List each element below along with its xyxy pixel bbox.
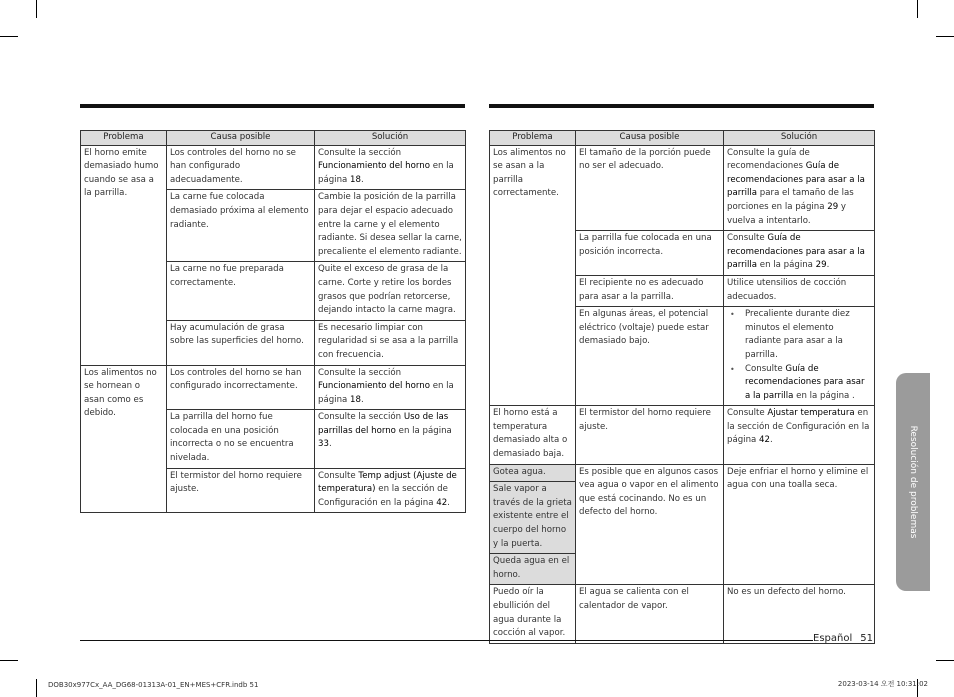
cause-cell: Los controles del horno se han configurado incorrectamente. (167, 365, 315, 410)
cause-cell: El recipiente no es adecuado para asar a la parrilla. (576, 275, 724, 306)
solution-text: Consulte (727, 233, 768, 244)
bullet-icon: • (730, 310, 735, 320)
footer-page-info (813, 633, 873, 644)
section-rule-left (80, 104, 465, 108)
solution-text: y vuelva a intentarlo. (727, 201, 846, 226)
cause-cell: Hay acumulación de grasa sobre las superficies del horno. (167, 320, 315, 365)
page-reference: 18 (350, 174, 361, 185)
table-row (490, 145, 875, 231)
problem-cell: Gotea agua. (490, 464, 576, 482)
bullet-icon: • (730, 364, 735, 374)
solution-cell (315, 410, 466, 468)
solution-cell (315, 145, 466, 190)
solution-text: en la sección de Configuración en la página (727, 408, 870, 446)
crop-mark (936, 36, 954, 37)
print-slug-file: DOB30x977Cx_AA_DG68-01313A-01_EN+MES+CFR.indb 51 (48, 681, 259, 689)
solution-text: . (360, 174, 364, 185)
header-solucion: Solución (315, 131, 466, 146)
cause-cell: Es posible que en algunos casos vea agua o vapor en el alimento que está cocinando. No es un defecto del horno. (576, 464, 724, 585)
problem-cell: Los alimentos no se hornean o asan como es debido. (81, 365, 167, 513)
solution-text: Consulte (727, 408, 768, 419)
cause-cell: La carne no fue preparada correctamente. (167, 262, 315, 320)
solution-cell (315, 365, 466, 410)
cause-cell: En algunas áreas, el potencial eléctrico (voltaje) puede estar demasiado bajo. (576, 307, 724, 406)
solution-text: en la página (395, 425, 452, 436)
bullet-item (727, 363, 871, 404)
solution-text: en la página (318, 381, 454, 405)
bullet-text: Precaliente durante diez minutos el elemento radiante para asar a la parrilla. (745, 309, 850, 360)
cause-cell: La parrilla fue colocada en una posición incorrecta. (576, 231, 724, 276)
table-header-row (81, 131, 466, 146)
crop-mark (36, 679, 37, 697)
solution-text: . (826, 260, 830, 271)
cause-cell: La carne fue colocada demasiado próxima al elemento radiante. (167, 190, 315, 262)
table-row (490, 464, 875, 482)
solution-text: en la sección de Configuración en la página (318, 484, 448, 508)
page-number: 51 (860, 633, 873, 644)
solution-text: Consulte la sección (318, 367, 402, 378)
cause-cell: El tamaño de la porción puede no ser el adecuado. (576, 145, 724, 231)
section-side-tab (896, 373, 930, 591)
crop-mark (0, 660, 18, 661)
solution-text: . (447, 497, 450, 508)
solution-text: . (328, 439, 332, 450)
solution-text: en la página (318, 161, 454, 185)
page-reference: 42 (436, 497, 448, 508)
section-reference: Funcionamiento del horno (318, 161, 430, 172)
solution-cell: Cambie la posición de la parrilla para dejar el espacio adecuado entre la carne y el elemento radiante. Si desea sellar la carne, precaliente el elemento radiante. (315, 190, 466, 262)
page-reference: 18 (350, 394, 361, 405)
cause-cell: El termistor del horno requiere ajuste. (576, 406, 724, 464)
solution-cell (315, 468, 466, 513)
footer-language: Español (813, 633, 853, 644)
solution-cell (724, 307, 875, 406)
solution-text: en la página (757, 260, 816, 271)
section-reference: Temp adjust (Ajuste de temperatura) (318, 470, 457, 495)
solution-cell (724, 231, 875, 276)
cause-cell: El agua se calienta con el calentador de vapor. (576, 585, 724, 643)
page-reference: 29 (815, 260, 827, 271)
problem-cell: Sale vapor a través de la grieta existente entre el cuerpo del horno y la puerta. (490, 482, 576, 554)
crop-mark (36, 0, 37, 18)
solution-text: Consulte (318, 470, 359, 481)
solution-text: Consulte la sección (318, 147, 402, 158)
problem-cell: El horno está a temperatura demasiado alta o demasiado baja. (490, 406, 576, 464)
solution-text: Consulte la sección (318, 412, 404, 423)
solution-cell (724, 406, 875, 464)
solution-text: . (360, 394, 364, 405)
section-reference: Guía de recomendaciones para asar a la parrilla (727, 233, 865, 271)
page-reference: 33 (318, 439, 329, 450)
page-reference: 29 (827, 201, 839, 212)
solution-text: . (769, 435, 773, 446)
problem-cell: Queda agua en el horno. (490, 554, 576, 585)
cause-cell: El termistor del horno requiere ajuste. (167, 468, 315, 513)
solution-cell: Quite el exceso de grasa de la carne. Corte y retire los bordes grasos que podrían retorcerse, dejando intacto la carne magra. (315, 262, 466, 320)
cause-cell: Los controles del horno no se han configurado adecuadamente. (167, 145, 315, 190)
section-reference: Ajustar temperatura (767, 408, 855, 419)
troubleshooting-table-right (489, 130, 875, 644)
crop-mark (936, 660, 954, 661)
crop-mark (917, 0, 918, 18)
solution-cell: Utilice utensilios de cocción adecuados. (724, 275, 875, 306)
table-row (81, 145, 466, 190)
table-row (490, 406, 875, 464)
troubleshooting-table-left (80, 130, 466, 513)
print-slug-date: 2023-03-14 오전 10:31:02 (837, 680, 928, 688)
section-reference: Guía de recomendaciones para asar a la parrilla (727, 161, 865, 199)
solution-text: para el tamaño de las porciones en la página (727, 188, 854, 212)
header-problema: Problema (490, 131, 576, 146)
cause-cell: La parrilla del horno fue colocada en una posición incorrecta o no se encuentra nivelada. (167, 410, 315, 468)
solution-cell: Es necesario limpiar con regularidad si se asa a la parrilla con frecuencia. (315, 320, 466, 365)
header-causa: Causa posible (576, 131, 724, 146)
section-rule-right (489, 104, 874, 108)
problem-cell: El horno emite demasiado humo cuando se asa a la parrilla. (81, 145, 167, 365)
bullet-item (727, 308, 871, 362)
table-row (81, 365, 466, 410)
header-causa: Causa posible (167, 131, 315, 146)
bullet-text: en la página . (793, 390, 855, 401)
footer-rule (80, 640, 813, 641)
side-tab-label: Resolución de problemas (908, 425, 918, 539)
solution-cell: No es un defecto del horno. (724, 585, 875, 643)
section-reference: Uso de las parrillas del horno (318, 412, 449, 436)
solution-cell (724, 145, 875, 231)
section-reference: Funcionamiento del horno (318, 381, 430, 392)
page-reference: 42 (759, 435, 770, 446)
solution-text: Consulte la guía de recomendaciones (727, 147, 810, 172)
crop-mark (0, 36, 18, 37)
bullet-text: Consulte (745, 363, 786, 374)
problem-cell: Los alimentos no se asan a la parrilla correctamente. (490, 145, 576, 406)
solution-cell: Deje enfriar el horno y elimine el agua con una toalla seca. (724, 464, 875, 585)
header-problema: Problema (81, 131, 167, 146)
section-reference: Guía de recomendaciones para asar a la parrilla (745, 363, 865, 401)
problem-cell: Puedo oír la ebullición del agua durante la cocción al vapor. (490, 585, 576, 643)
header-solucion: Solución (724, 131, 875, 146)
table-header-row (490, 131, 875, 146)
